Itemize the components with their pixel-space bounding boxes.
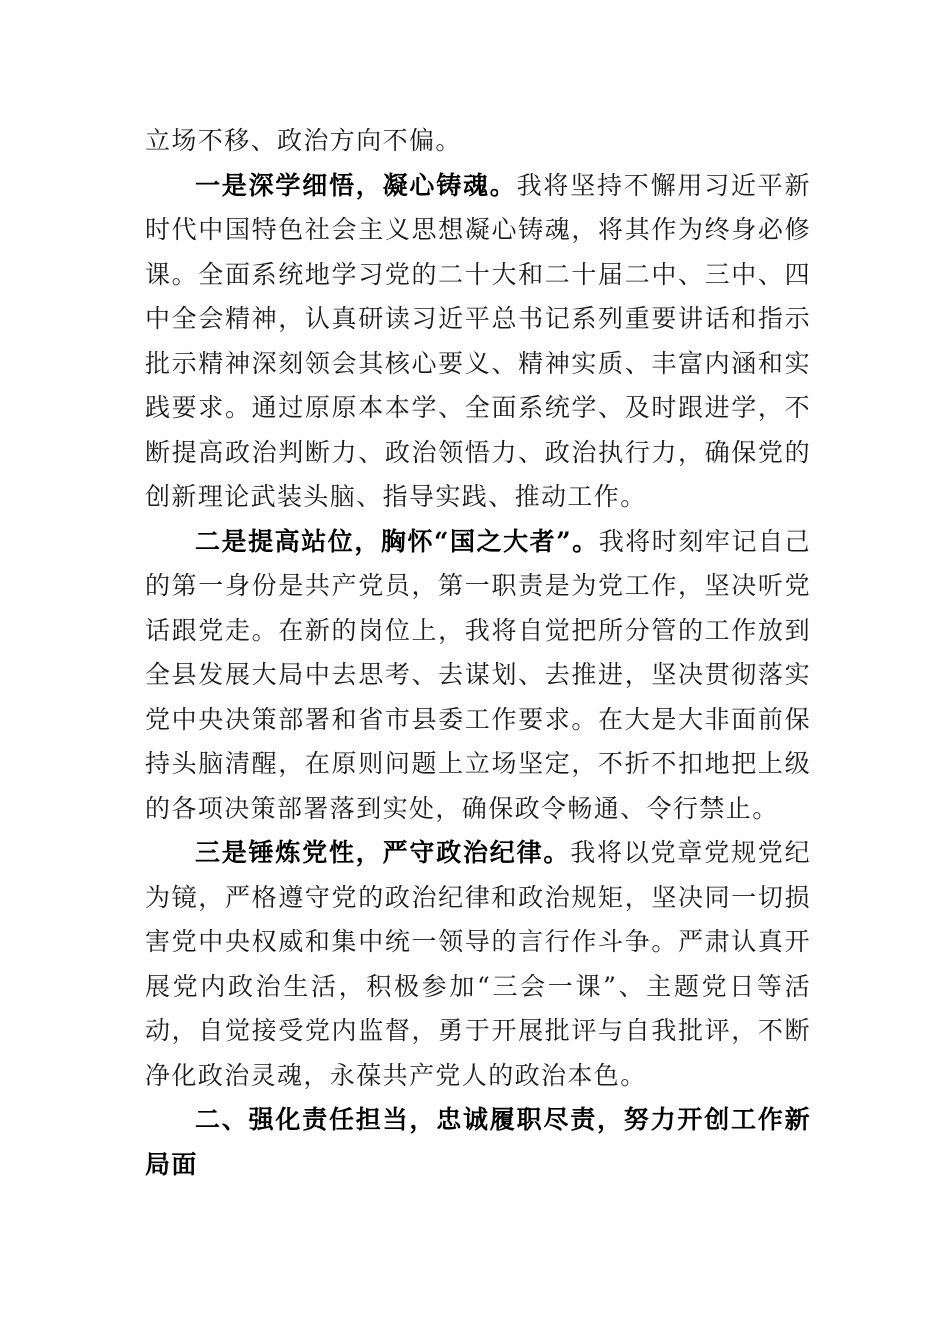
- paragraph-lead: 三是锤炼党性，严守政治纪律。: [195, 838, 571, 867]
- paragraph-deep-study: [145, 164, 811, 520]
- paragraph-lead: 二是提高站位，胸怀“国之大者”。: [195, 526, 599, 556]
- section-heading: 二、强化责任担当，忠诚履职尽责，努力开创工作新局面: [145, 1105, 811, 1179]
- paragraph-raise-standing: [145, 520, 811, 832]
- paragraph-party-discipline: [145, 831, 811, 1098]
- continuation-paragraph: [145, 119, 811, 164]
- paragraph-body: 我将时刻牢记自己的第一身份是共产党员，第一职责是为党工作，坚决听党话跟党走。在新的岗位上，我将自觉把所分管的工作放到全县发展大局中去思考、去谋划、去推进，坚决贯彻落实党中央决策部署和省市县委工作要求。在大是大非面前保持头脑清醒，在原则问题上立场坚定，不折不扣地把上级的各项决策部署落到实处，确保政令畅通、令行禁止。: [145, 526, 811, 823]
- paragraph-lead: 一是深学细悟，凝心铸魂。: [195, 170, 517, 200]
- paragraph-body: 我将以党章党规党纪为镜，严格遵守党的政治纪律和政治规矩，坚决同一切损害党中央权威和集中统一领导的言行作斗争。严肃认真开展党内政治生活，积极参加“三会一课”、主题党日等活动，自觉接受党内监督，勇于开展批评与自我批评，不断净化政治灵魂，永葆共产党人的政治本色。: [145, 838, 811, 1090]
- document-page: [145, 119, 811, 1187]
- continuation-text: 立场不移、政治方向不偏。: [145, 126, 462, 155]
- paragraph-body: 我将坚持不懈用习近平新时代中国特色社会主义思想凝心铸魂，将其作为终身必修课。全面系统地学习党的二十大和二十届二中、三中、四中全会精神，认真研读习近平总书记系列重要讲话和指示批示精神深刻领会其核心要义、精神实质、丰富内涵和实践要求。通过原原本本学、全面系统学、及时跟进学，不断提高政治判断力、政治领悟力、政治执行力，确保党的创新理论武装头脑、指导实践、推动工作。: [145, 170, 811, 511]
